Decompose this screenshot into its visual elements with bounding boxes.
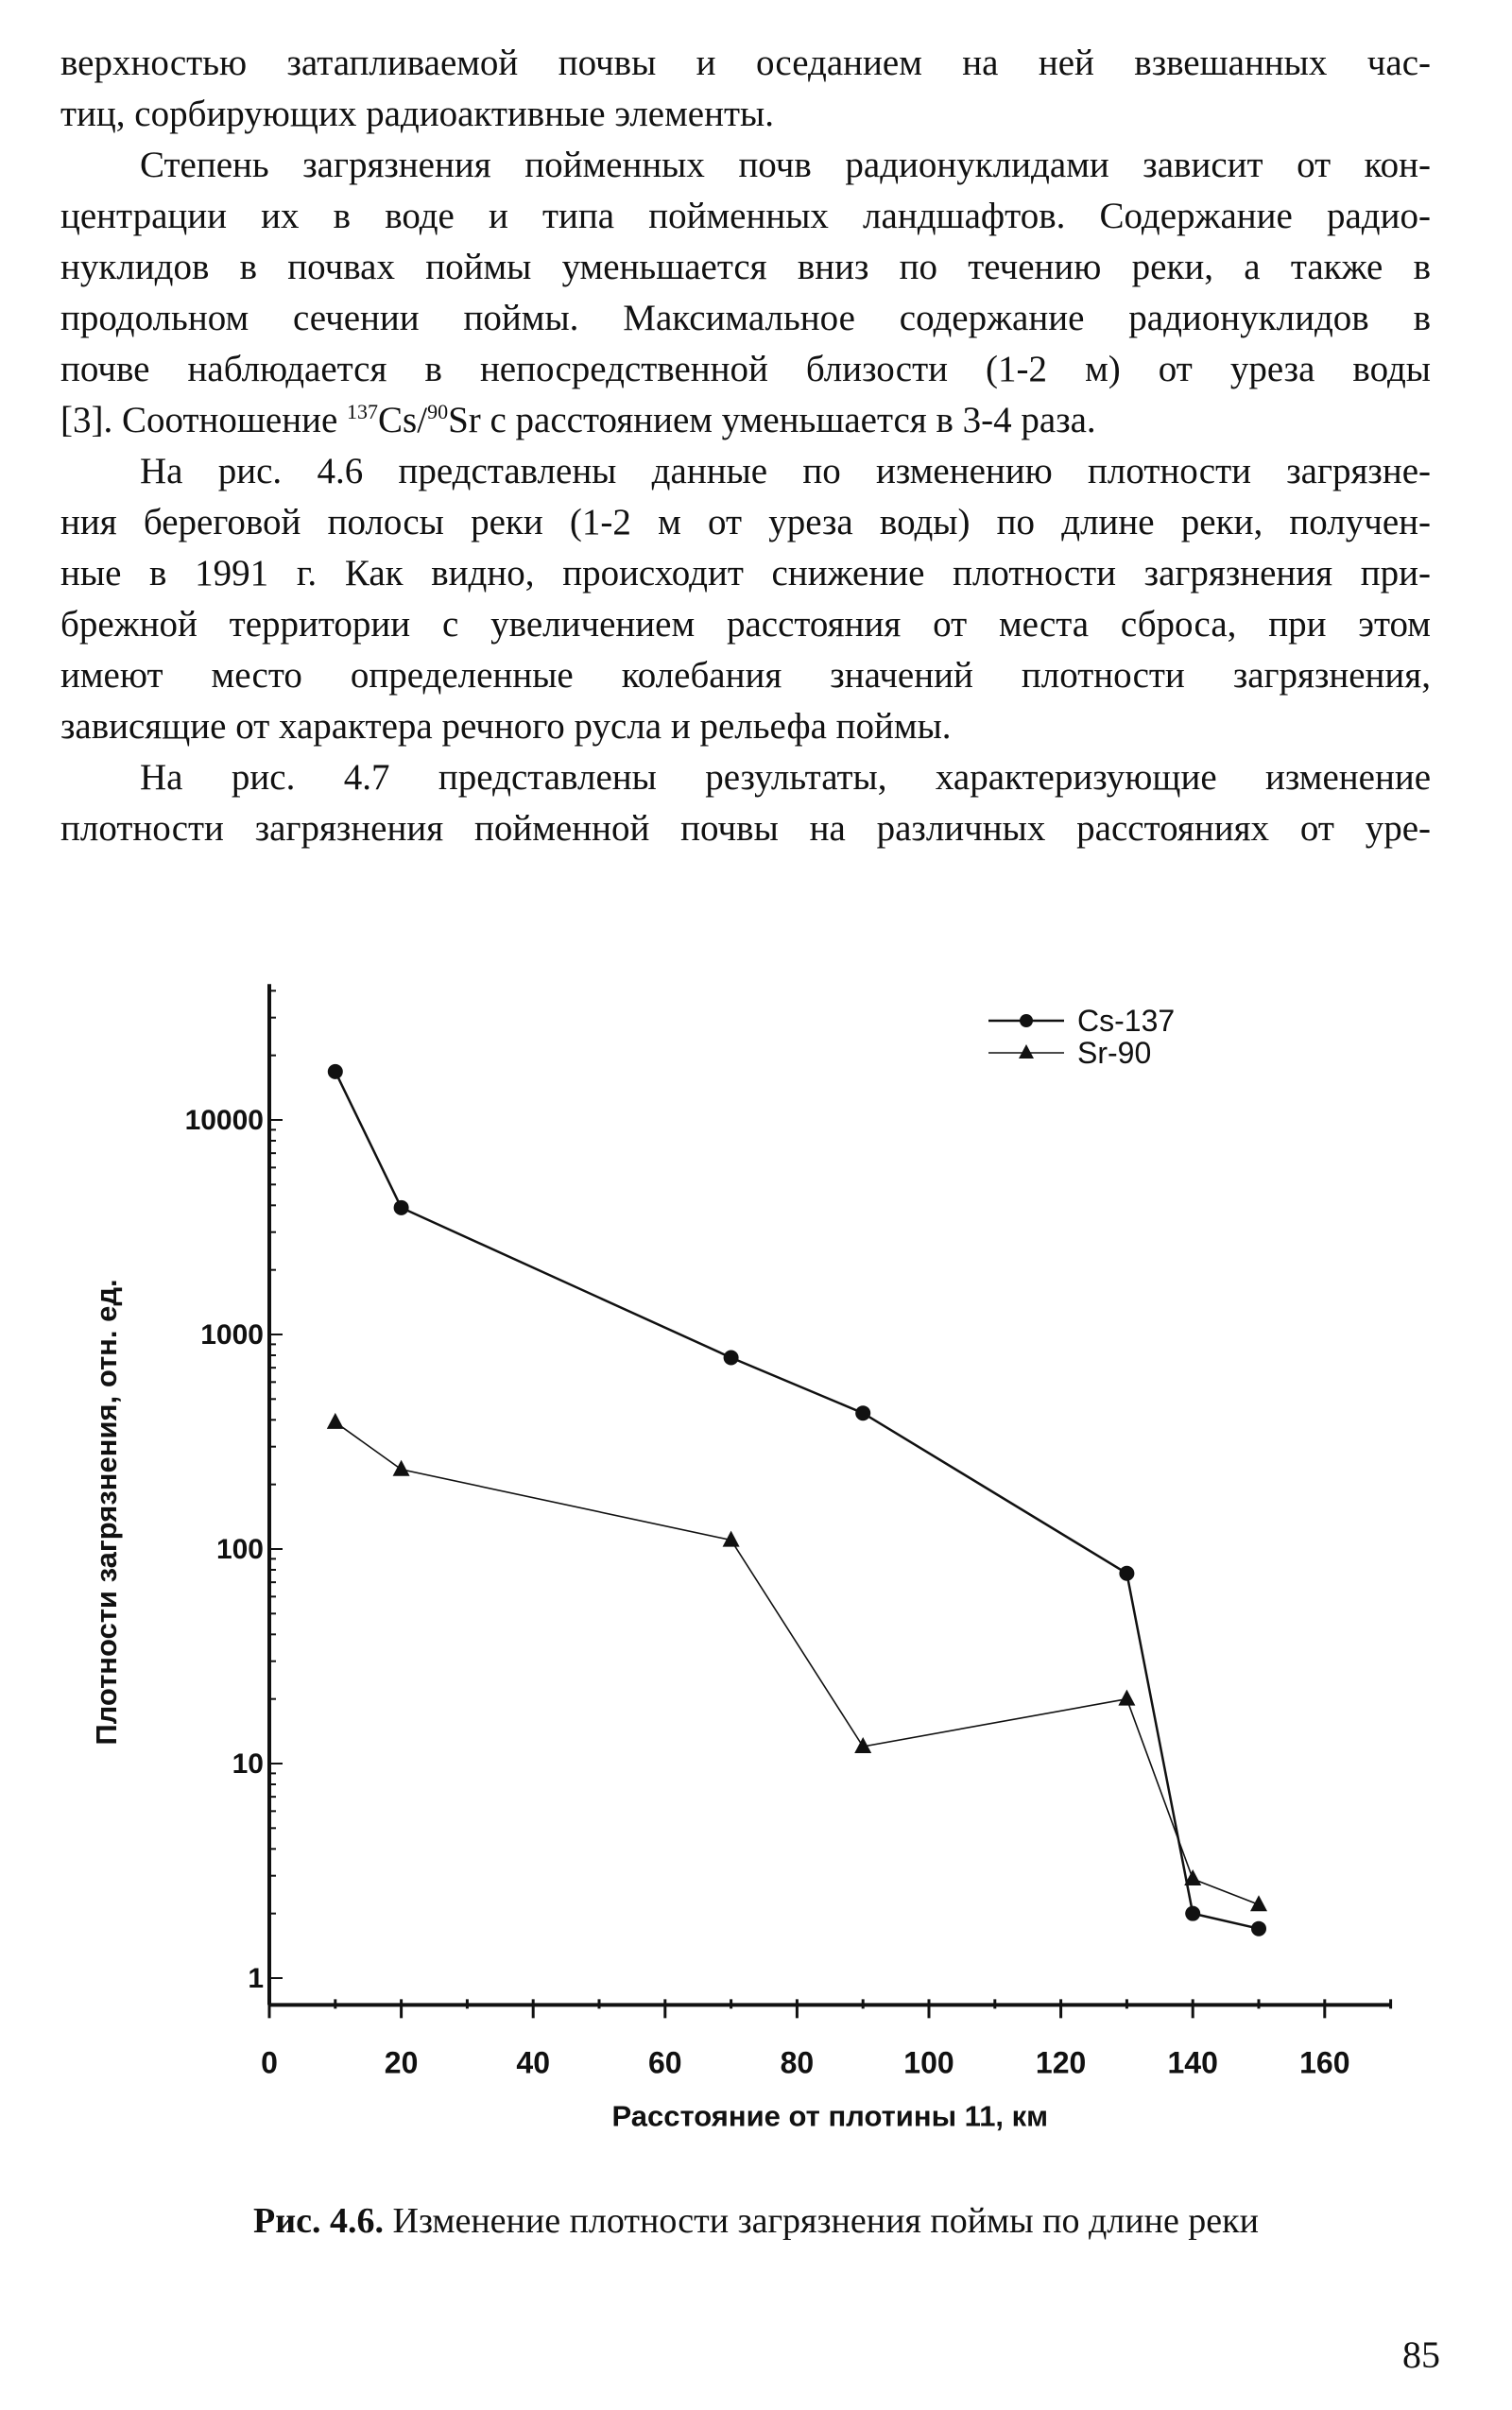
contamination-chart bbox=[0, 945, 1512, 2174]
data-point-sr-90 bbox=[327, 1413, 344, 1429]
caption-text: Изменение плотности загрязнения поймы по длине реки bbox=[384, 2201, 1259, 2241]
y-axis-label: Плотности загрязнения, отн. ед. bbox=[90, 1279, 123, 1746]
data-point-cs-137 bbox=[394, 1200, 409, 1215]
y-tick-label: 10 bbox=[232, 1748, 264, 1780]
series-line-cs-137 bbox=[335, 1072, 1259, 1929]
text-line: зависящие от характера речного русла и рельефа поймы. bbox=[60, 706, 952, 747]
x-tick-label: 100 bbox=[903, 2045, 954, 2080]
page-number: 85 bbox=[1402, 2333, 1440, 2376]
text-line: ные в 1991 г. Как видно, происходит снижение плотности загрязнения при- bbox=[60, 553, 1431, 594]
data-point-sr-90 bbox=[1118, 1690, 1135, 1706]
text-line: почве наблюдается в непосредственной близости (1-2 м) от уреза воды bbox=[60, 349, 1431, 389]
text-line: На рис. 4.6 представлены данные по изменению плотности загрязне- bbox=[140, 451, 1431, 491]
legend-label: Cs-137 bbox=[1077, 1004, 1176, 1038]
x-tick-label: 160 bbox=[1299, 2045, 1350, 2080]
data-point-cs-137 bbox=[328, 1064, 343, 1079]
figure-caption bbox=[0, 2200, 1512, 2242]
data-point-cs-137 bbox=[855, 1405, 870, 1420]
text-line: центрации их в воде и типа пойменных ландшафтов. Содержание радио- bbox=[60, 196, 1431, 236]
ratio-text: Sr с расстоянием уменьшается в 3-4 раза. bbox=[448, 400, 1096, 440]
y-tick-label: 100 bbox=[215, 1534, 264, 1565]
y-tick-label: 1000 bbox=[200, 1319, 264, 1351]
text-line: плотности загрязнения пойменной почвы на различных расстояниях от уре- bbox=[60, 808, 1431, 849]
text-line: На рис. 4.7 представлены результаты, характеризующие изменение bbox=[140, 757, 1431, 798]
text-line: Степень загрязнения пойменных почв радионуклидами зависит от кон- bbox=[140, 145, 1431, 185]
x-tick-label: 140 bbox=[1167, 2045, 1218, 2080]
data-point-cs-137 bbox=[1185, 1906, 1200, 1921]
data-point-cs-137 bbox=[724, 1350, 739, 1365]
legend-marker-circle bbox=[1020, 1014, 1033, 1027]
x-tick-label: 0 bbox=[261, 2045, 278, 2080]
text-line: брежной территории с увеличением расстояния от места сброса, при этом bbox=[60, 604, 1431, 645]
legend-marker-triangle bbox=[1019, 1044, 1034, 1059]
data-point-sr-90 bbox=[1250, 1895, 1267, 1911]
x-tick-label: 60 bbox=[648, 2045, 682, 2080]
text-line: продольном сечении поймы. Максимальное содержание радионуклидов в bbox=[60, 298, 1431, 338]
y-tick-label: 10000 bbox=[184, 1105, 264, 1136]
superscript: 137 bbox=[347, 400, 379, 423]
caption-label: Рис. 4.6. bbox=[253, 2201, 385, 2241]
series-line-sr-90 bbox=[335, 1422, 1259, 1904]
body-text bbox=[60, 38, 1431, 854]
data-point-cs-137 bbox=[1119, 1566, 1134, 1581]
text-line: верхностью затапливаемой почвы и оседанием на ней взвешанных час- bbox=[60, 43, 1431, 83]
text-line: тиц, сорбирующих радиоактивные элементы. bbox=[60, 94, 774, 134]
text-line: имеют место определенные колебания значений плотности загрязнения, bbox=[60, 655, 1431, 696]
x-tick-label: 120 bbox=[1035, 2045, 1087, 2080]
ratio-line bbox=[60, 395, 1431, 446]
y-tick-label: 1 bbox=[248, 1963, 264, 1994]
text-line: нуклидов в почвах поймы уменьшается вниз по течению реки, а также в bbox=[60, 247, 1431, 287]
data-point-cs-137 bbox=[1251, 1921, 1266, 1937]
superscript: 90 bbox=[427, 400, 449, 423]
legend-label: Sr-90 bbox=[1077, 1036, 1152, 1070]
text-line: ния береговой полосы реки (1-2 м от уреза воды) по длине реки, получен- bbox=[60, 502, 1431, 542]
x-tick-label: 20 bbox=[384, 2045, 419, 2080]
x-tick-label: 80 bbox=[780, 2045, 815, 2080]
data-point-sr-90 bbox=[393, 1460, 410, 1476]
x-tick-label: 40 bbox=[516, 2045, 550, 2080]
ratio-text: [3]. Соотношение bbox=[60, 400, 348, 440]
x-axis-label: Расстояние от плотины 11, км bbox=[611, 2099, 1049, 2133]
ratio-text: Cs/ bbox=[378, 400, 428, 440]
